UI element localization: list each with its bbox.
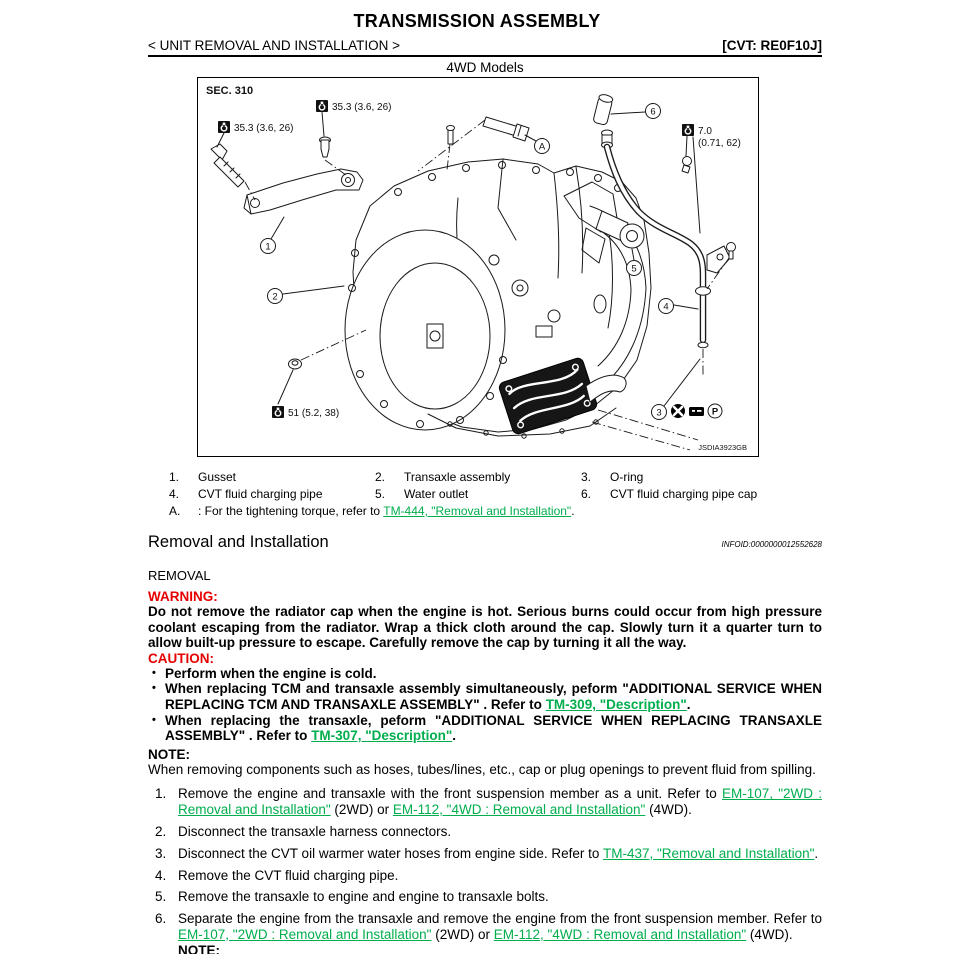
cooler-hose-drawing (586, 375, 626, 402)
transaxle-exploded-diagram (198, 78, 757, 455)
o-ring-drawing (698, 342, 708, 348)
step-text: Remove the transaxle to engine and engine to transaxle bolts. (178, 889, 549, 905)
caution-text: Perform when the engine is cold. (165, 665, 377, 681)
svg-text:3: 3 (656, 407, 662, 419)
part-number: 4. (169, 487, 180, 501)
header-rule (148, 55, 822, 57)
warning-text: Do not remove the radiator cap when the engine is hot. Serious burns could occur from high pressure coolant escaping from the radiator. Wrap a thick cloth around the cap. Slowly turn it a quarter turn to allow built-up pressure to escape. Carefully remove the cap by turning it all the way. (148, 604, 822, 651)
part-name: CVT fluid charging pipe (198, 487, 323, 501)
callout-a (525, 135, 550, 154)
cvt-fluid-icon (689, 407, 704, 416)
tm-437-link[interactable]: TM-437, "Removal and Installation" (602, 845, 815, 861)
part-number: 1. (169, 470, 180, 484)
figure-frame (197, 77, 759, 457)
svg-text:6: 6 (650, 106, 656, 118)
step-number: 2. (155, 823, 167, 839)
caution-item (148, 666, 822, 682)
torque-footnote (148, 503, 822, 520)
tm-309-link[interactable]: TM-309, "Description" (545, 696, 687, 712)
torque-wrench-icon (682, 124, 694, 136)
step-5 (148, 889, 822, 905)
removal-subheading: REMOVAL (148, 568, 211, 583)
part-name: Transaxle assembly (404, 470, 511, 484)
step-text: Remove the CVT fluid charging pipe. (178, 867, 399, 883)
torque-label-2 (316, 100, 391, 136)
gusset-bolt-drawing (211, 144, 255, 200)
footnote-text: : For the tightening torque, refer to TM-444, "Removal and Installation". (198, 504, 575, 518)
svg-text:51 (5.2, 38): 51 (5.2, 38) (288, 408, 340, 419)
em-112-link[interactable]: EM-112, "4WD : Removal and Installation" (493, 926, 747, 942)
svg-text:35.3 (3.6, 26): 35.3 (3.6, 26) (332, 102, 392, 113)
caution-item (148, 681, 822, 712)
removal-steps (148, 786, 822, 954)
petroleum-jelly-icon (708, 404, 722, 418)
step-text: Disconnect the CVT oil warmer water hoses from engine side. Refer to TM-437, "Removal and Installation". (178, 845, 819, 861)
step-text: Remove the engine and transaxle with the front suspension member as a unit. Refer to EM-107, "2WD : Removal and Installation" (2WD) or EM-112, "4WD : Removal and Installation" (4WD). (178, 786, 822, 818)
note-text: When removing components such as hoses, tubes/lines, etc., cap or plug openings to prevent fluid from spilling. (148, 761, 816, 777)
part-number: 3. (581, 470, 592, 484)
step-number: 6. (155, 911, 167, 927)
em-107-link[interactable]: EM-107, "2WD : Removal and Installation" (178, 926, 432, 942)
step-number: 4. (155, 867, 167, 883)
caution-text: When replacing TCM and transaxle assembly simultaneously, peform "ADDITIONAL SERVICE WHEN REPLACING TCM AND TRANSAXLE ASSEMBLY" . Refer to TM-309, "Description". (165, 681, 822, 712)
torque-label-3 (682, 124, 741, 233)
step-number: 5. (155, 889, 167, 905)
svg-text:2: 2 (272, 291, 278, 303)
torque-wrench-icon (272, 406, 284, 418)
svg-text:1: 1 (265, 241, 271, 253)
part-name: CVT fluid charging pipe cap (610, 487, 758, 501)
torque-wrench-icon (316, 100, 328, 112)
cvt-oil-warmer-drawing (498, 357, 598, 436)
em-112-link[interactable]: EM-112, "4WD : Removal and Installation" (392, 802, 646, 818)
svg-text:(0.71, 62): (0.71, 62) (698, 138, 741, 149)
bolt-a-drawing (418, 117, 529, 171)
svg-text:7.0: 7.0 (698, 126, 712, 137)
part-number: 6. (581, 487, 592, 501)
torque-wrench-icon (218, 121, 230, 133)
bullet-icon: • (152, 682, 156, 695)
torque-label-4 (272, 370, 339, 419)
bullet-icon: • (152, 666, 156, 679)
part-name: O-ring (610, 470, 644, 484)
breadcrumb: < UNIT REMOVAL AND INSTALLATION > (148, 38, 401, 53)
parts-legend (148, 469, 822, 520)
svg-text:4: 4 (663, 301, 669, 313)
model-code-badge: [CVT: RE0F10J] (722, 38, 822, 53)
image-code: JSDIA3923GB (698, 443, 747, 452)
caution-text: When replacing the transaxle, peform "ADDITIONAL SERVICE WHEN REPLACING TRANSAXLE ASSEMBLY" . Refer to TM-307, "Description". (165, 712, 822, 744)
bullet-icon: • (152, 713, 156, 726)
caution-label: CAUTION: (148, 650, 214, 666)
step-4 (148, 868, 822, 884)
small-stud-drawing (447, 126, 455, 171)
part-name: Water outlet (404, 487, 469, 501)
transaxle-body-drawing (345, 159, 651, 438)
step-3 (148, 846, 822, 862)
part-item (560, 469, 822, 486)
part-number: 5. (375, 487, 386, 501)
svg-text:5: 5 (631, 263, 637, 275)
warning-label: WARNING: (148, 589, 218, 604)
footnote-letter: A. (169, 504, 181, 518)
step-6 (148, 911, 822, 954)
callout-4 (659, 299, 699, 314)
part-number: 2. (375, 470, 386, 484)
svg-text:35.3 (3.6, 26): 35.3 (3.6, 26) (234, 123, 294, 134)
section-heading: Removal and Installation (148, 533, 329, 551)
em-107-link[interactable]: EM-107, "2WD : Removal and Installation" (178, 786, 822, 818)
part-item (354, 486, 560, 503)
tm-444-link[interactable]: TM-444, "Removal and Installation" (383, 504, 572, 518)
step-2 (148, 824, 822, 840)
gusset-drawing (244, 169, 363, 214)
svg-text:A: A (538, 141, 546, 153)
note-label: NOTE: (178, 942, 220, 954)
water-outlet-drawing (596, 211, 644, 248)
torque-label-1 (217, 121, 293, 147)
page-title: TRANSMISSION ASSEMBLY (353, 11, 601, 31)
step-1 (148, 786, 822, 818)
section-number-label: SEC. 310 (206, 85, 254, 97)
part-item (560, 486, 822, 503)
part-item (148, 486, 354, 503)
part-name: Gusset (198, 470, 237, 484)
callout-6 (611, 104, 661, 119)
figure-caption: 4WD Models (446, 60, 524, 75)
note-label: NOTE: (148, 746, 190, 762)
do-not-reuse-icon (671, 404, 685, 418)
svg-text:P: P (711, 406, 719, 418)
callout-2 (268, 286, 345, 304)
step-number: 1. (155, 786, 167, 802)
callout-1 (261, 217, 285, 254)
infoid: INFOID:0000000012552628 (721, 540, 822, 549)
step-number: 3. (155, 845, 167, 861)
part-item (354, 469, 560, 486)
caution-item (148, 713, 822, 744)
part-item (148, 469, 354, 486)
step-text: Disconnect the transaxle harness connectors. (178, 823, 452, 839)
step-text: Separate the engine from the transaxle and remove the engine from the front suspension member. Refer to EM-107, "2WD : Removal and Installation" (2WD) or EM-112, "4WD : Removal and Installation" (4WD). NOTE: (178, 911, 822, 954)
tm-307-link[interactable]: TM-307, "Description" (311, 728, 453, 744)
